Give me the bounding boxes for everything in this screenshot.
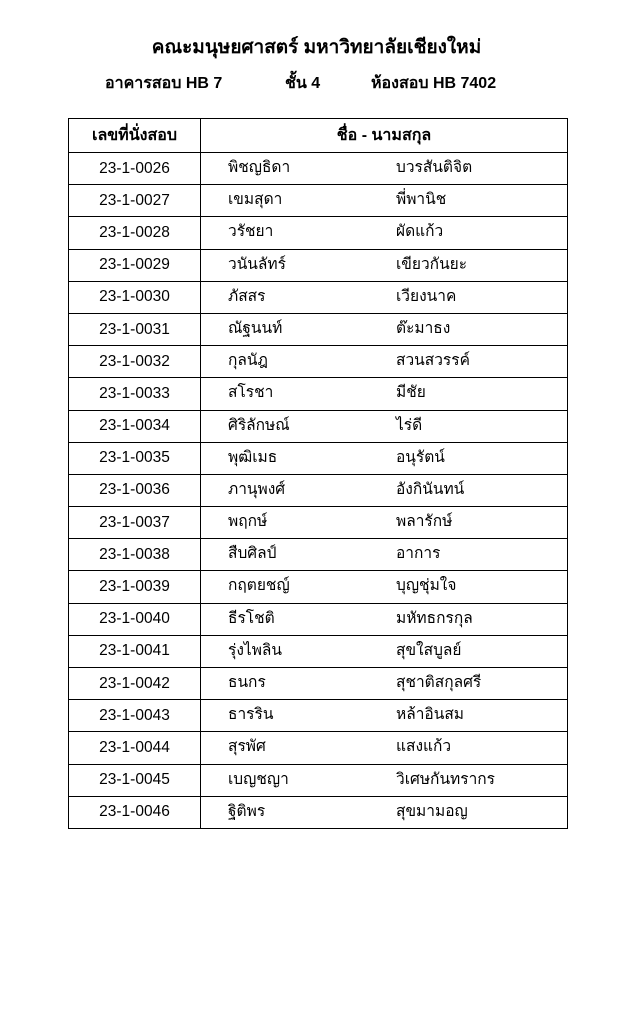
student-name xyxy=(201,764,568,796)
first-name: ธารริน xyxy=(228,706,274,724)
seat-number: 23-1-0036 xyxy=(69,474,201,506)
table-row xyxy=(69,378,568,410)
exam-building: อาคารสอบ HB 7 xyxy=(105,75,223,92)
student-name xyxy=(201,185,568,217)
last-name: บุญชุ่มใจ xyxy=(396,577,457,595)
student-name xyxy=(201,281,568,313)
seat-number: 23-1-0028 xyxy=(69,217,201,249)
seating-table xyxy=(68,118,568,829)
first-name: ณัฐนนท์ xyxy=(228,319,283,337)
student-name xyxy=(201,442,568,474)
seat-number: 23-1-0046 xyxy=(69,796,201,828)
table-row xyxy=(69,217,568,249)
student-name xyxy=(201,217,568,249)
student-name xyxy=(201,796,568,828)
table-row xyxy=(69,571,568,603)
table-row xyxy=(69,603,568,635)
student-name xyxy=(201,732,568,764)
last-name: ผัดแก้ว xyxy=(396,223,444,241)
first-name: พิชญธิดา xyxy=(228,159,291,176)
last-name: บวรสันติจิต xyxy=(396,159,473,176)
student-name xyxy=(201,571,568,603)
column-header-seat: เลขที่นั่งสอบ xyxy=(69,119,201,153)
last-name: สุขมามอญ xyxy=(396,802,468,820)
first-name: สืบศิลป์ xyxy=(228,545,277,563)
student-name xyxy=(201,507,568,539)
document-title: คณะมนุษยศาสตร์ มหาวิทยาลัยเชียงใหม่ xyxy=(151,37,482,58)
table-row xyxy=(69,635,568,667)
first-name: วรัชยา xyxy=(228,223,274,241)
seat-number: 23-1-0045 xyxy=(69,764,201,796)
seat-number: 23-1-0042 xyxy=(69,668,201,700)
seat-number: 23-1-0037 xyxy=(69,507,201,539)
table-body xyxy=(69,153,568,829)
first-name: กฤตยชญ์ xyxy=(228,577,290,595)
table-header-row xyxy=(69,119,568,153)
table-row xyxy=(69,249,568,281)
table-row xyxy=(69,410,568,442)
seat-number: 23-1-0040 xyxy=(69,603,201,635)
table-row xyxy=(69,539,568,571)
table-row xyxy=(69,153,568,185)
seat-number: 23-1-0038 xyxy=(69,539,201,571)
table-row xyxy=(69,474,568,506)
seat-number: 23-1-0032 xyxy=(69,346,201,378)
last-name: สุขใสบูลย์ xyxy=(396,641,462,659)
last-name: อังกินันทน์ xyxy=(396,480,465,498)
first-name: สุรพัศ xyxy=(228,738,266,756)
first-name: ธนกร xyxy=(228,674,266,691)
first-name: เบญชญา xyxy=(228,770,289,788)
last-name: สุชาติสกุลศรี xyxy=(396,674,482,691)
table-row xyxy=(69,507,568,539)
first-name: วนันลัทร์ xyxy=(228,255,286,273)
last-name: เขียวกันยะ xyxy=(396,255,468,273)
seat-number: 23-1-0044 xyxy=(69,732,201,764)
last-name: เวียงนาค xyxy=(396,287,457,305)
first-name: พฤกษ์ xyxy=(228,513,268,531)
seat-number: 23-1-0033 xyxy=(69,378,201,410)
first-name: เขมสุดา xyxy=(228,191,283,209)
last-name: มหัทธกรกุล xyxy=(396,609,473,627)
table-row xyxy=(69,796,568,828)
seat-number: 23-1-0039 xyxy=(69,571,201,603)
seat-number: 23-1-0027 xyxy=(69,185,201,217)
first-name: ฐิติพร xyxy=(228,802,266,820)
exam-location xyxy=(0,72,633,96)
last-name: อนุรัตน์ xyxy=(396,448,445,466)
last-name: อาการ xyxy=(396,545,441,563)
student-name xyxy=(201,539,568,571)
first-name: พุฒิเมธ xyxy=(228,448,278,466)
last-name: สวนสวรรค์ xyxy=(396,352,470,370)
last-name: หล้าอินสม xyxy=(396,706,465,724)
last-name: ต๊ะมาธง xyxy=(396,319,451,337)
student-name xyxy=(201,668,568,700)
first-name: รุ่งไพลิน xyxy=(228,641,283,659)
student-name xyxy=(201,378,568,410)
last-name: ไร่ดี xyxy=(396,416,423,434)
table-row xyxy=(69,281,568,313)
student-name xyxy=(201,700,568,732)
table-row xyxy=(69,346,568,378)
student-name xyxy=(201,635,568,667)
last-name: มีชัย xyxy=(396,384,426,402)
student-name xyxy=(201,249,568,281)
last-name: วิเศษกันทรากร xyxy=(396,770,495,788)
last-name: พลารักษ์ xyxy=(396,513,453,531)
student-name xyxy=(201,313,568,345)
table-row xyxy=(69,668,568,700)
first-name: ศิริลักษณ์ xyxy=(228,416,290,434)
table-row xyxy=(69,732,568,764)
first-name: ภัสสร xyxy=(228,287,266,305)
last-name: พี่พานิช xyxy=(396,191,447,209)
exam-room: ห้องสอบ HB 7402 xyxy=(371,75,497,92)
student-name xyxy=(201,474,568,506)
student-name xyxy=(201,603,568,635)
seat-number: 23-1-0034 xyxy=(69,410,201,442)
table-row xyxy=(69,442,568,474)
first-name: กุลนัฎ xyxy=(228,352,268,370)
seat-number: 23-1-0029 xyxy=(69,249,201,281)
exam-floor: ชั้น 4 xyxy=(285,75,321,92)
seat-number: 23-1-0030 xyxy=(69,281,201,313)
last-name: แสงแก้ว xyxy=(396,738,452,756)
student-name xyxy=(201,153,568,185)
table-row xyxy=(69,764,568,796)
seat-number: 23-1-0031 xyxy=(69,313,201,345)
student-name xyxy=(201,346,568,378)
first-name: ธีรโชติ xyxy=(228,609,275,627)
table-row xyxy=(69,313,568,345)
seat-number: 23-1-0041 xyxy=(69,635,201,667)
seat-number: 23-1-0035 xyxy=(69,442,201,474)
first-name: สโรชา xyxy=(228,384,274,402)
seat-number: 23-1-0026 xyxy=(69,153,201,185)
student-name xyxy=(201,410,568,442)
first-name: ภานุพงศ์ xyxy=(228,480,286,498)
seat-number: 23-1-0043 xyxy=(69,700,201,732)
column-header-name: ชื่อ - นามสกุล xyxy=(201,119,568,153)
table-row xyxy=(69,700,568,732)
table-row xyxy=(69,185,568,217)
